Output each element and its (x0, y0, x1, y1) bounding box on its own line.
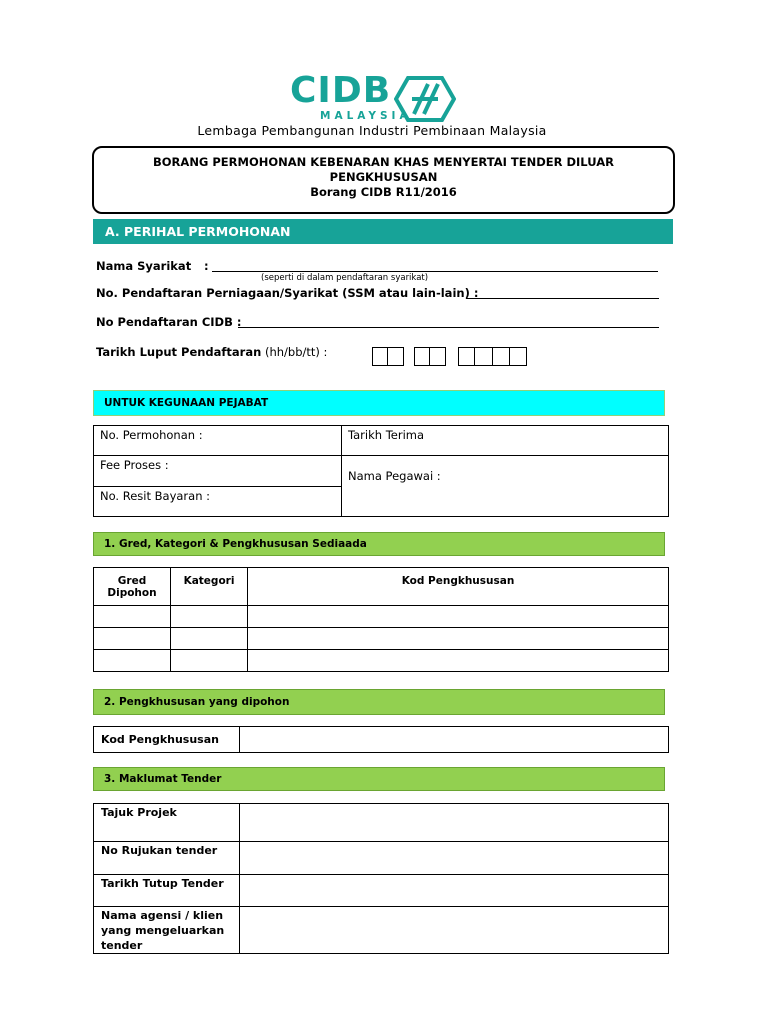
date-box[interactable] (387, 347, 404, 366)
logo-mark-icon (394, 76, 456, 122)
date-box[interactable] (414, 347, 430, 366)
org-name: Lembaga Pembangunan Industri Pembinaan Malaysia (197, 123, 547, 138)
fee-proses-label: Fee Proses : (100, 458, 169, 473)
no-rujukan-input[interactable] (240, 842, 669, 875)
tarikh-tutup-label: Tarikh Tutup Tender (101, 877, 224, 890)
tarikh-terima-label: Tarikh Terima (348, 428, 425, 442)
section2-heading: 2. Pengkhususan yang dipohon (93, 689, 665, 715)
tajuk-projek-label-cell (94, 804, 240, 842)
kod-pengkhususan-label-cell (94, 727, 240, 753)
col-kod (248, 568, 669, 606)
tarikh-luput-label (96, 345, 327, 359)
tajuk-projek-input[interactable] (240, 804, 669, 842)
no-rujukan-label-cell (94, 842, 240, 875)
form-code: Borang CIDB R11/2016 (310, 185, 457, 199)
form-title-line2: PENGKHUSUSAN (329, 170, 438, 184)
nama-pegawai-cell[interactable] (342, 456, 669, 517)
table-cell[interactable] (94, 606, 171, 628)
table-cell[interactable] (171, 606, 248, 628)
table-row (94, 628, 669, 650)
tajuk-projek-label: Tajuk Projek (101, 806, 177, 819)
tarikh-terima-cell[interactable] (342, 426, 669, 456)
kod-pengkhususan-input[interactable] (240, 727, 669, 753)
tender-table (93, 803, 669, 954)
col-kod-label: Kod Pengkhususan (401, 575, 515, 587)
tarikh-luput-text: Tarikh Luput Pendaftaran (96, 345, 262, 359)
section-a-heading: A. PERIHAL PERMOHONAN (93, 219, 673, 244)
tarikh-format: (hh/bb/tt) : (264, 345, 328, 359)
form-title-box (92, 146, 675, 214)
logo-text: CIDB (290, 70, 392, 111)
tarikh-tutup-input[interactable] (240, 875, 669, 907)
nama-syarikat-label: Nama Syarikat (96, 259, 192, 273)
date-box[interactable] (492, 347, 510, 366)
col-kategori-label: Kategori (183, 575, 235, 587)
table-cell[interactable] (94, 628, 171, 650)
gred-table (93, 567, 669, 672)
section1-heading: 1. Gred, Kategori & Pengkhususan Sediaada (93, 532, 665, 556)
cidb-logo (290, 70, 460, 124)
date-box[interactable] (429, 347, 446, 366)
table-row (94, 606, 669, 628)
col-kategori (171, 568, 248, 606)
col-gred (94, 568, 171, 606)
date-box[interactable] (458, 347, 475, 366)
table-row (94, 650, 669, 672)
no-rujukan-label: No Rujukan tender (101, 844, 218, 857)
no-permohonan-label: No. Permohonan : (100, 428, 203, 442)
office-use-table (93, 425, 669, 517)
nama-colon: : (204, 259, 209, 273)
table-cell[interactable] (171, 628, 248, 650)
no-pendaftaran-field[interactable] (466, 298, 659, 299)
table-cell[interactable] (171, 650, 248, 672)
office-use-heading: UNTUK KEGUNAAN PEJABAT (93, 390, 665, 416)
nama-syarikat-field[interactable] (212, 271, 658, 272)
date-box[interactable] (372, 347, 388, 366)
kod-pengkhususan-table (93, 726, 669, 753)
nama-hint: (seperti di dalam pendaftaran syarikat) (261, 273, 429, 283)
nama-agensi-label: Nama agensi / klien yang mengeluarkan tender (101, 909, 225, 952)
table-cell[interactable] (94, 650, 171, 672)
table-cell[interactable] (248, 628, 669, 650)
no-permohonan-cell[interactable] (94, 426, 342, 456)
date-box[interactable] (474, 347, 493, 366)
table-cell[interactable] (248, 650, 669, 672)
fee-proses-cell[interactable] (94, 456, 342, 486)
nama-pegawai-label: Nama Pegawai : (348, 469, 441, 484)
date-box[interactable] (509, 347, 527, 366)
kod-pengkhususan-label: Kod Pengkhususan (101, 733, 219, 746)
cidb-no-field[interactable] (238, 327, 659, 328)
form-title-line1: BORANG PERMOHONAN KEBENARAN KHAS MENYERTAI TENDER DILUAR (153, 155, 614, 169)
cidb-no-label: No Pendaftaran CIDB : (96, 315, 242, 329)
table-cell[interactable] (248, 606, 669, 628)
no-pendaftaran-label: No. Pendaftaran Perniagaan/Syarikat (SSM atau lain-lain) : (96, 286, 479, 300)
nama-agensi-label-cell (94, 907, 240, 954)
logo-subtext: MALAYSIA (320, 110, 412, 122)
col-gred-label: Gred Dipohon (107, 575, 157, 599)
no-resit-label: No. Resit Bayaran : (100, 488, 211, 503)
nama-agensi-input[interactable] (240, 907, 669, 954)
section3-heading: 3. Maklumat Tender (93, 767, 665, 791)
no-resit-cell[interactable] (94, 486, 342, 516)
tarikh-tutup-label-cell (94, 875, 240, 907)
